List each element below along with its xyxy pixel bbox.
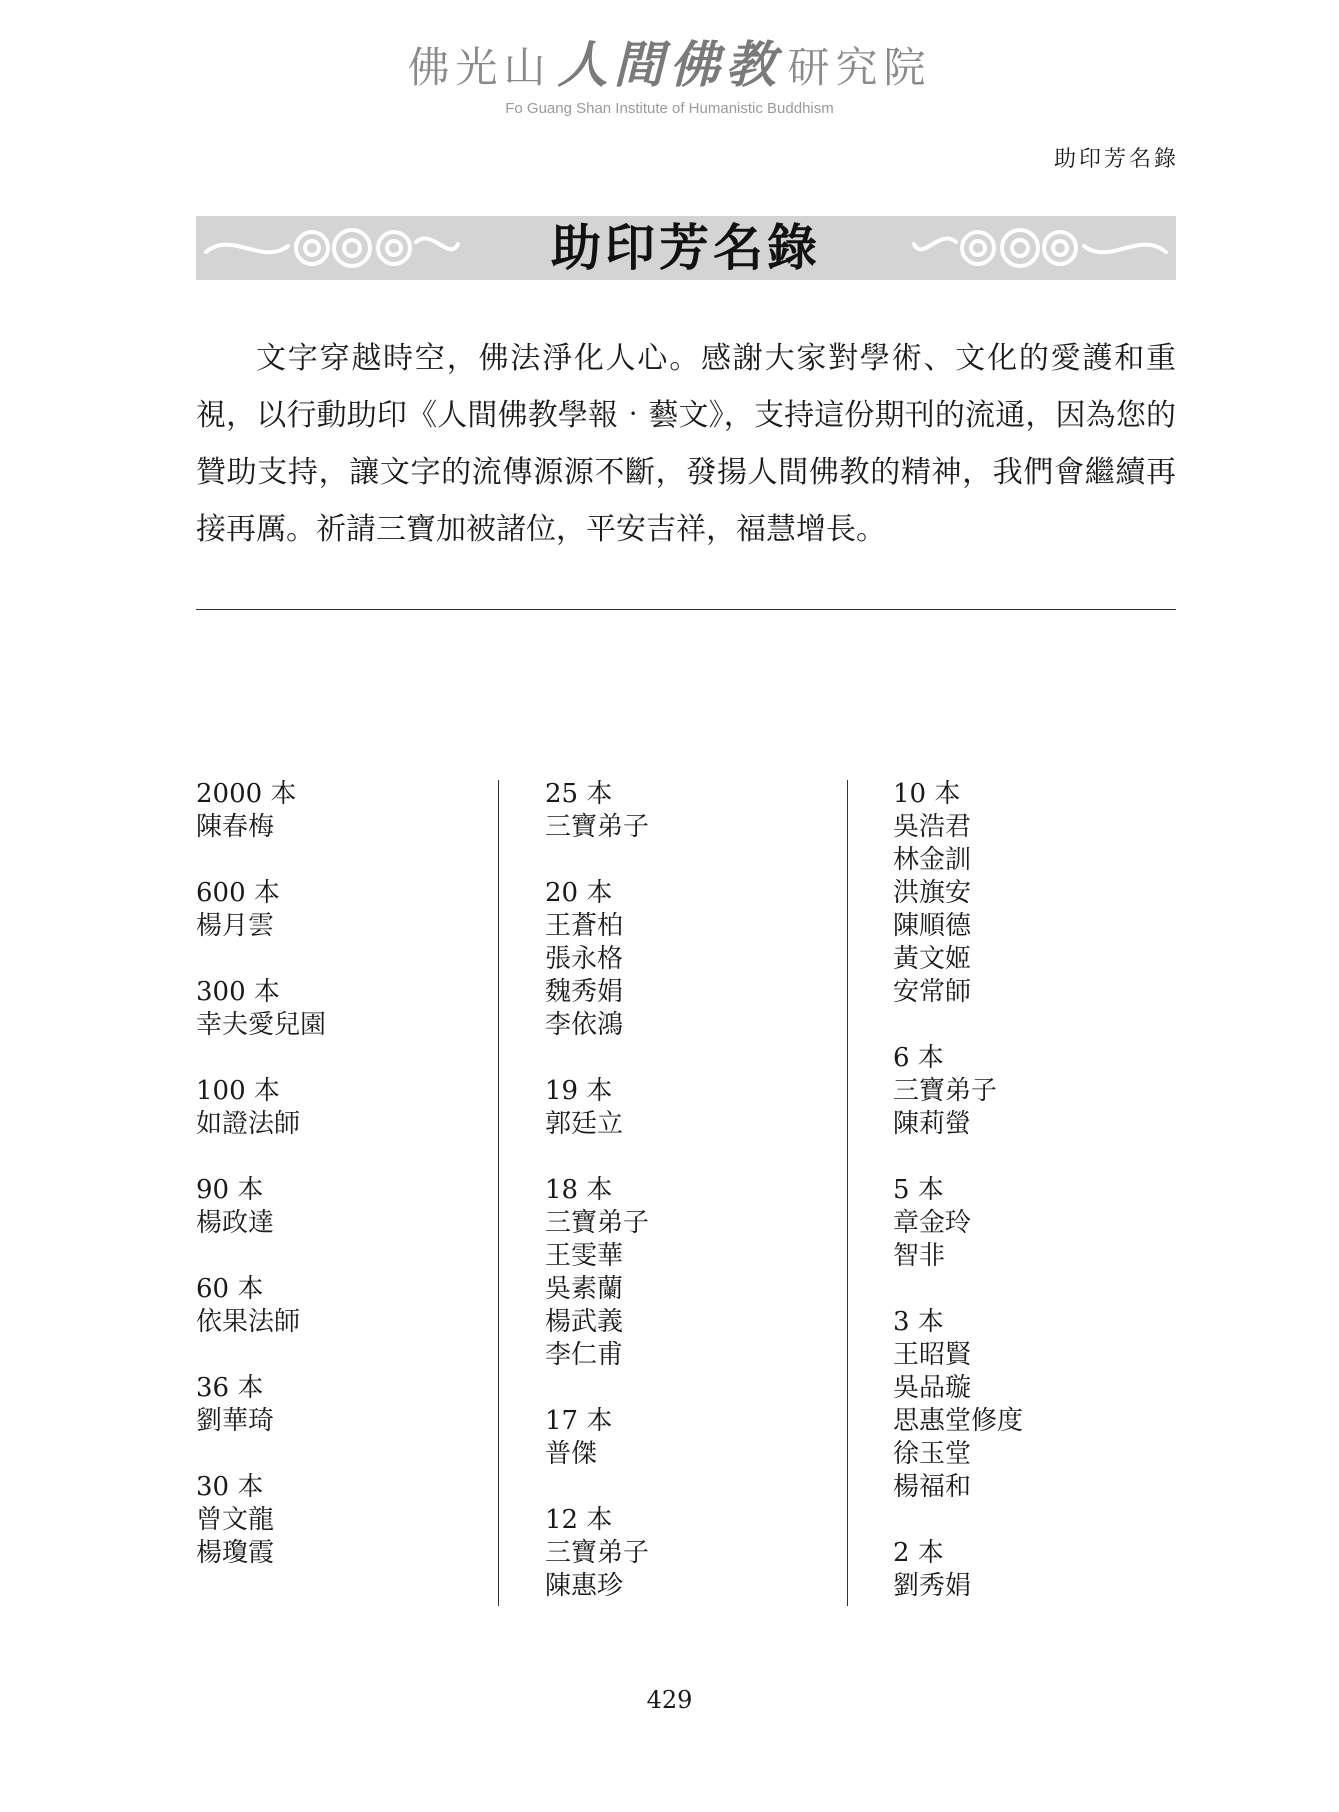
donation-group [196,976,496,1042]
donor-name: 劉秀娟 [893,1571,972,1601]
intro-paragraph: 文字穿越時空，佛法淨化人心。感謝大家對學術、文化的愛護和重視，以行動助印《人間佛教學報‧藝文》，支持這份期刊的流通，因為您的贊助支持，讓文字的流傳源源不斷，發揚人間佛教的精神，我們會繼續再接再厲。祈請三寶加被諸位，平安吉祥，福慧增長。 [196,341,1176,547]
donor-name: 曾文龍 [196,1505,275,1535]
donation-group [893,1306,1193,1504]
donation-group [196,778,496,844]
donation-group [196,1174,496,1240]
donor-name: 楊政達 [196,1208,275,1238]
donor-column-2 [545,778,845,1636]
donor-name: 章金玲 [893,1208,972,1238]
donor-name: 陳春梅 [196,812,275,842]
donor-column-3 [893,778,1193,1636]
donor-name: 三寶弟子 [545,1538,650,1568]
title-banner [196,216,1176,280]
donation-group [545,1405,845,1471]
page-number: 429 [646,1686,693,1714]
donor-name: 吳浩君 [893,812,972,842]
logo-english: Fo Guang Shan Institute of Humanistic Buddhism [505,100,834,117]
logo-chinese [0,35,1339,94]
donor-name: 陳莉螢 [893,1109,972,1139]
donor-name: 魏秀娟 [545,977,624,1007]
donation-amount: 3 本 [893,1307,944,1337]
donation-group [196,1273,496,1339]
column-divider-1 [498,780,499,1606]
institute-logo [0,35,1339,117]
donation-amount: 6 本 [893,1043,944,1073]
donor-name: 王雯華 [545,1241,624,1271]
donor-name: 徐玉堂 [893,1439,972,1469]
donation-amount: 36 本 [196,1373,264,1403]
donor-name: 劉華琦 [196,1406,275,1436]
donation-group [196,877,496,943]
donor-name: 三寶弟子 [545,1208,650,1238]
donation-amount: 10 本 [893,779,961,809]
donor-name: 依果法師 [196,1307,301,1337]
donation-group [196,1075,496,1141]
donor-name: 楊月雲 [196,911,275,941]
logo-left-text: 佛光山 [407,43,552,92]
donation-group [196,1372,496,1438]
donor-name: 林金訓 [893,845,972,875]
donation-amount: 90 本 [196,1175,264,1205]
donor-name: 王蒼柏 [545,911,624,941]
donor-name: 思惠堂修度 [893,1406,1024,1436]
donation-amount: 25 本 [545,779,613,809]
donor-name: 三寶弟子 [545,812,650,842]
donation-amount: 12 本 [545,1505,613,1535]
logo-right-text: 研究院 [787,43,932,92]
donor-name: 楊武義 [545,1307,624,1337]
donor-name: 三寶弟子 [893,1076,998,1106]
donation-group [893,778,1193,1009]
donor-name: 張永格 [545,944,624,974]
donation-group [545,1075,845,1141]
donor-name: 黃文姬 [893,944,972,974]
donation-amount: 17 本 [545,1406,613,1436]
running-head: 助印芳名錄 [1053,147,1179,172]
donation-group [545,1174,845,1372]
donation-amount: 300 本 [196,977,280,1007]
donation-amount: 19 本 [545,1076,613,1106]
donation-amount: 20 本 [545,878,613,908]
donor-name: 王昭賢 [893,1340,972,1370]
donation-group [196,1471,496,1570]
donation-group [893,1174,1193,1273]
donor-name: 李仁甫 [545,1340,624,1370]
donation-group [545,877,845,1042]
donor-column-1 [196,778,496,1603]
donation-amount: 2000 本 [196,779,297,809]
donor-name: 陳惠珍 [545,1571,624,1601]
donor-name: 郭廷立 [545,1109,624,1139]
right-scroll-ornament [910,222,1170,274]
logo-calligraphy: 人間佛教 [557,35,782,94]
donation-amount: 2 本 [893,1538,944,1568]
donor-name: 洪旗安 [893,878,972,908]
donor-name: 幸夫愛兒園 [196,1010,327,1040]
donor-name: 楊福和 [893,1472,972,1502]
donor-name: 安常師 [893,977,972,1007]
donor-name: 陳順德 [893,911,972,941]
donation-amount: 60 本 [196,1274,264,1304]
donor-name: 楊瓊霞 [196,1538,275,1568]
donation-amount: 600 本 [196,878,280,908]
donor-name: 智非 [893,1241,946,1271]
donor-name: 吳素蘭 [545,1274,624,1304]
donor-name: 吳品璇 [893,1373,972,1403]
donation-group [893,1042,1193,1141]
page-title: 助印芳名錄 [551,218,821,277]
donor-name: 李依鴻 [545,1010,624,1040]
donation-group [893,1537,1193,1603]
donation-amount: 5 本 [893,1175,944,1205]
column-divider-2 [847,780,848,1606]
donation-group [545,778,845,844]
section-divider [196,609,1176,610]
donation-group [545,1504,845,1603]
donor-name: 普傑 [545,1439,598,1469]
donation-amount: 30 本 [196,1472,264,1502]
donor-name: 如證法師 [196,1109,301,1139]
donation-amount: 18 本 [545,1175,613,1205]
donation-amount: 100 本 [196,1076,280,1106]
